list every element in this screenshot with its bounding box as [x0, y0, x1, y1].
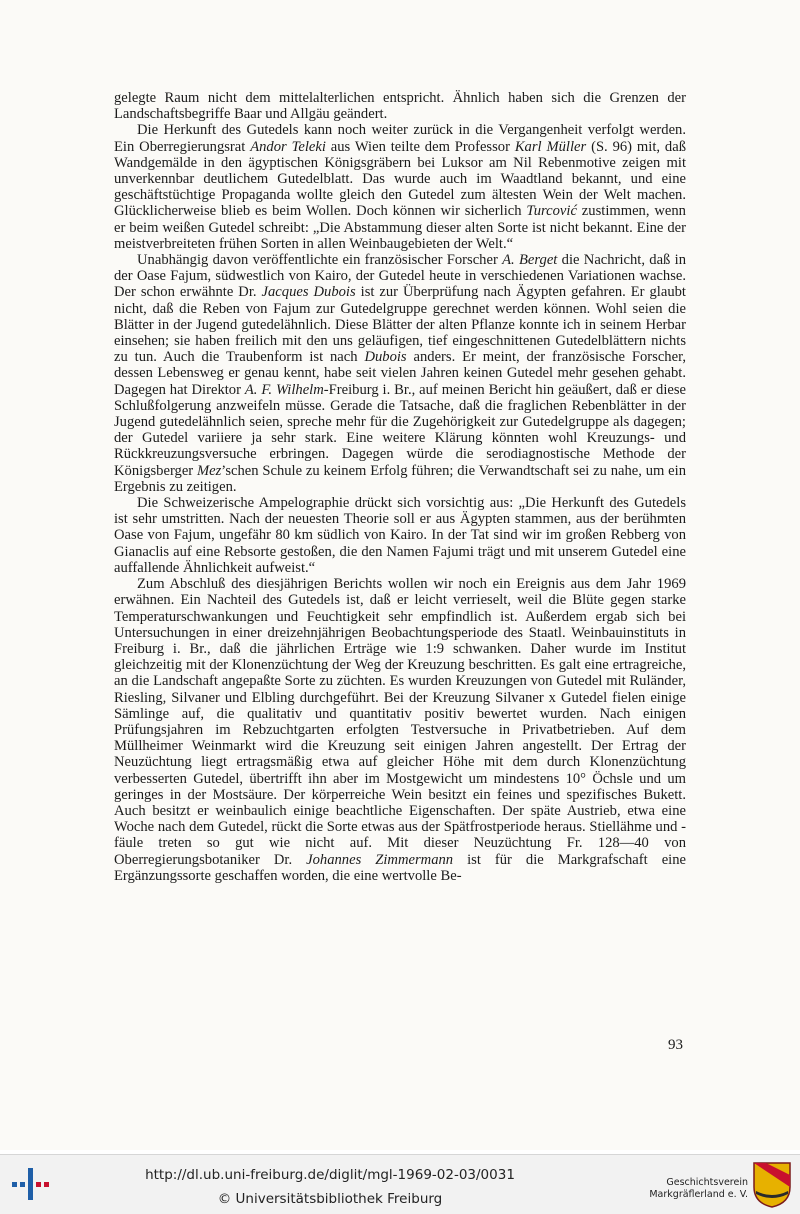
text-run: Die Herkunft des Gutedels kann noch weiter zurück in die Vergangenheit verfolgt werden. Ein Oberregierungsrat — [114, 122, 686, 155]
permalink-url[interactable]: http://dl.ub.uni-freiburg.de/diglit/mgl-1969-02-03/0031 — [145, 1167, 515, 1183]
copyright-notice: © Universitätsbibliothek Freiburg — [217, 1191, 443, 1207]
text-run: (S. 96) mit, daß Wandgemälde in den ägyptischen Königsgräbern bei Luksor am Nil Rebenmotive zeigen mit unverkennbar deutlichem Gutedelblatt. Das wurde auch im Waadtland bekannt, und eine geschäftstüchtige Propaganda wollte gleich den Gutedel zum ältesten Wein der Welt machen. Glücklicherweise blieb es beim Wollen. Doch können wir sicherlich — [114, 138, 686, 220]
italic-name: Karl Müller — [514, 138, 587, 155]
italic-name: Johannes Zimmermann — [306, 851, 454, 868]
text-run: -Freiburg i. Br., auf meinen Bericht hin geäußert, daß er diese Schlußfolgerung anzweifeln müsse. Gerade die Tatsache, daß die fraglichen Rebenblätter in der Jugend gutedelähnlich seien, spreche mehr für die Zugehörigkeit zur Gutedelgruppe als dagegen; der Gutedel variiere ja sehr stark. Eine weitere Klärung könnten wohl Kreuzungs- und Rückkreuzungsversuche erbringen. Dagegen würde die serodiagnostische Methode der Königsberger — [114, 381, 687, 479]
italic-name: A. Berget — [502, 252, 558, 269]
society-name-line1: Geschichtsverein — [666, 1177, 748, 1188]
paragraph — [114, 90, 686, 122]
text-run: zustimmen, wenn er beim weißen Gutedel schreibt: „Die Abstammung dieser alten Sorte ist nicht bekannt. Eine der meistverbreiteten frühen Sorten in allen Weinbaugebieten der Welt.“ — [114, 203, 686, 252]
italic-name: Turcović — [526, 203, 577, 220]
coat-of-arms-icon[interactable] — [752, 1161, 792, 1209]
italic-name: Dubois — [364, 349, 407, 366]
italic-name: Mez — [196, 462, 222, 479]
text-run: anders. Er meint, der französische Forscher, dessen Lebensweg er genau kennt, habe seit vielen Jahren keinen Gutedel mehr gesehen gehabt. Dagegen hat Direktor — [114, 349, 686, 398]
text-run: aus Wien teilte dem Professor — [325, 138, 515, 155]
paragraph — [114, 576, 686, 884]
text-run: die Nachricht, daß in der Oase Fajum, südwestlich von Kairo, der Gutedel heute in verschiedenen Variationen wachse. Der schon erwähnte Dr. — [114, 252, 687, 301]
paragraph — [114, 122, 686, 252]
italic-name: Jacques Dubois — [261, 284, 356, 301]
paragraph — [114, 495, 686, 576]
society-name-line2: Markgräflerland e. V. — [649, 1189, 748, 1200]
paragraph — [114, 252, 686, 495]
text-run: ’schen Schule zu keinem Erfolg führen; die Verwandtschaft sei zu nahe, um ein Ergebnis zu zeitigen. — [114, 462, 686, 495]
text-run: Unabhängig davon veröffentlichte ein französischer Forscher — [137, 252, 503, 269]
body-text — [114, 90, 686, 884]
society-name[interactable] — [628, 1177, 748, 1201]
text-run: Die Schweizerische Ampelographie drückt sich vorsichtig aus: „Die Herkunft des Gutedels ist sehr umstritten. Nach der neuesten Theorie soll er aus Ägypten stammen, aus der berühmten Oase von Fajum, ungefähr 80 km südlich von Kairo. In der Tat sind wir im großen Rebberg von Gianaclis auf eine Rebsorte gestoßen, die den Namen Fajumi trägt und mit unserem Gutedel eine auffallende Ähnlichkeit aufweist.“ — [114, 495, 686, 576]
page-number: 93 — [668, 1037, 683, 1053]
text-run: gelegte Raum nicht dem mittelalterlichen entspricht. Ähnlich haben sich die Grenzen der Landschaftsbegriffe Baar und Allgäu geändert. — [114, 90, 686, 123]
viewer-footer — [0, 1154, 800, 1214]
text-run: ist zur Überprüfung nach Ägypten gefahren. Er glaubt nicht, daß die Reben von Fajum zur Gutedelgruppe gerechnet werden können. Wohl seien die Blätter in der Jugend gutedelähnlich. Diese Blätter der alten Pflanze konnte ich in seinem Herbar einsehen; sie haben freilich mit den uns geläufigen, tief eingeschnittenen Gutedelblättern nichts zu tun. Auch die Traubenform ist nach — [114, 284, 686, 366]
italic-name: A. F. Wilhelm — [244, 381, 324, 398]
text-run: ist für die Markgrafschaft eine Ergänzungssorte geschaffen worden, die eine wertvolle Be- — [114, 851, 687, 884]
text-run: Zum Abschluß des diesjährigen Berichts wollen wir noch ein Ereignis aus dem Jahr 1969 erwähnen. Ein Nachteil des Gutedels ist, daß er leicht verrieselt, weil die Blüte gegen starke Temperaturschwankungen und Feuchtigkeit sehr empfindlich ist. Außerdem ergab sich bei Untersuchungen in einer dreizehnjährigen Beobachtungsperiode des Staatl. Weinbauinstituts in Freiburg i. Br., daß die jährlichen Erträge wie 1:9 schwanken. Daher wurde im Institut gleichzeitig mit der Klonenzüchtung der Weg der Kreuzung beschritten. Es galt eine ertragreiche, an die Landschaft angepaßte Sorte zu züchten. Es wurden Kreuzungen von Gutedel mit Ruländer, Riesling, Silvaner und Elbling durchgeführt. Bei der Kreuzung Silvaner x Gutedel fielen einige Sämlinge auf, die qualitativ und quantitativ positiv bewertet wurden. Nach einigen Prüfungsjahren im Rebzuchtgarten erfolgten Testversuche in Privatbetrieben. Auf dem Müllheimer Weinmarkt wird die Kreuzung seit einigen Jahren angestellt. Der Ertrag der Neuzüchtung liegt ertragsmäßig etwa auf gleicher Höhe mit dem durch Klonenzüchtung verbesserten Gutedel, übertrifft ihn aber im Mostgewicht um mindestens 10° Öchsle und um geringes in der Mostsäure. Der körperreiche Wein besitzt ein feines und spezifisches Bukett. Auch besitzt er weinbaulich einige beachtliche Eigenschaften. Der späte Austrieb, etwa eine Woche nach dem Gutedel, rückt die Sorte etwas aus der Spätfrostperiode heraus. Stiellähme und -fäule treten so gut wie nicht auf. Mit dieser Neuzüchtung Fr. 128—40 von Oberregierungsbotaniker Dr. — [114, 576, 686, 868]
italic-name: Andor Teleki — [250, 138, 326, 155]
